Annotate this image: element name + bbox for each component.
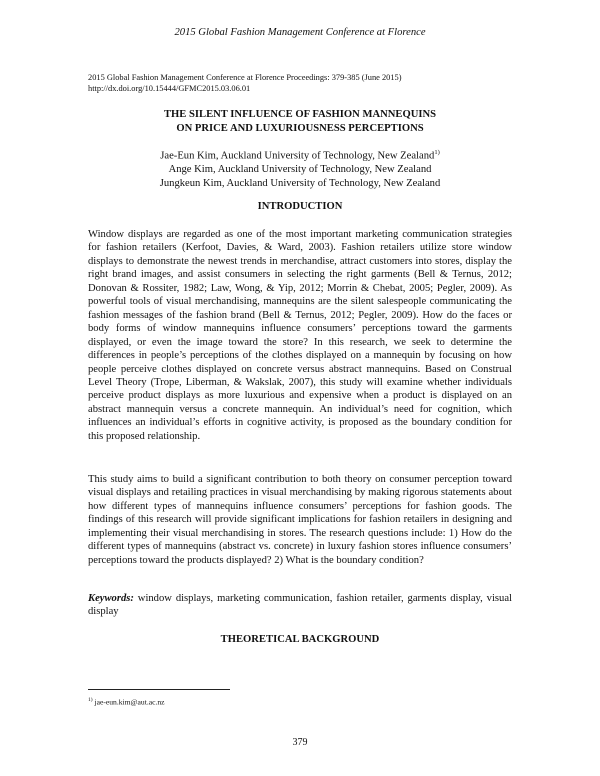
title-line-1: THE SILENT INFLUENCE OF FASHION MANNEQUINS: [163, 109, 437, 120]
author-1: Jae-Eun Kim, Auckland University of Technology, New Zealand$^{1)}$: [160, 149, 440, 162]
footnote: [88, 697, 165, 707]
page-number: 379: [292, 737, 308, 748]
author-2: Ange Kim, Auckland University of Technology, New Zealand: [168, 164, 432, 176]
footnote-mark: 1): [88, 697, 93, 703]
running-header: 2015 Global Fashion Management Conference at Florence: [174, 27, 426, 38]
title-line-2: ON PRICE AND LUXURIOUSNESS PERCEPTIONS: [176, 122, 424, 134]
section-heading-theoretical-background: THEORETICAL BACKGROUND: [220, 634, 380, 645]
citation-block: [88, 73, 402, 94]
proceedings-line: 2015 Global Fashion Management Conference at Florence Proceedings: 379-385 (June 2015): [88, 73, 402, 82]
doi-line: http://dx.doi.org/10.15444/GFMC2015.03.06.01: [88, 83, 251, 93]
keywords-list: window displays, marketing communication, fashion retailer, garments display, visual display: [88, 593, 512, 618]
intro-paragraph-2: This study aims to build a significant contribution to both theory on consumer perception toward visual displays and retailing practices in visual merchandising by making rigorous statements about how different types of mannequins influence consumers’ perceptions for fashion goods. The findings of this research will provide significant implications for fashion retailers in designing and implementing their visual merchandising in stores. The research questions include: 1) How do the different types of mannequins (abstract vs. concrete) in luxury fashion stores influence consumers’ perceptions toward the products displayed? 2) What is the boundary condition?: [88, 474, 512, 566]
keywords: [88, 592, 512, 619]
author-3: Jungkeun Kim, Auckland University of Technology, New Zealand: [159, 177, 441, 189]
footnote-email: jae-eun.kim@aut.ac.nz: [92, 697, 165, 707]
footnote-divider: [88, 689, 230, 690]
author-1-footnote-mark: 1): [434, 149, 440, 156]
section-heading-introduction: INTRODUCTION: [257, 201, 343, 212]
intro-paragraph-1: Window displays are regarded as one of the most important marketing communication strategies for fashion retailers (Kerfoot, Davies, & Ward, 2003). Fashion retailers utilize store window displays to demonstrate the newest trends in merchandise, attract customers into stores, display the right brand images, and assist consumers in selecting the right garments (Bell & Ternus, 2012; Donovan & Rossiter, 1982; Law, Wong, & Yip, 2012; Morrin & Chebat, 2005; Pegler, 2009). As powerful tools of visual merchandising, mannequins are the silent salespeople communicating the fashion messages of the fashion brand (Bell & Ternus, 2012; Pegler, 2009). How do the faces or body forms of window mannequins influence consumers’ perceptions toward the garments displayed, or even the image toward the store? In this research, we seek to determine the differences in people’s perceptions of the clothes displayed on a mannequin by focusing on how people perceive clothes displayed on concrete versus abstract mannequins. Based on Construal Level Theory (Trope, Liberman, & Wakslak, 2007), this study will examine whether individuals perceive product displays as more luxurious and expensive when a product is displayed on an abstract mannequin versus a concrete mannequin. An individual’s need for cognition, which influences an individual’s efforts in cognitive activity, is proposed as the boundary condition for this proposed relationship.: [88, 229, 512, 442]
paper-title: [0, 108, 600, 135]
author-list: [0, 146, 600, 190]
keywords-label: Keywords:: [88, 593, 134, 604]
